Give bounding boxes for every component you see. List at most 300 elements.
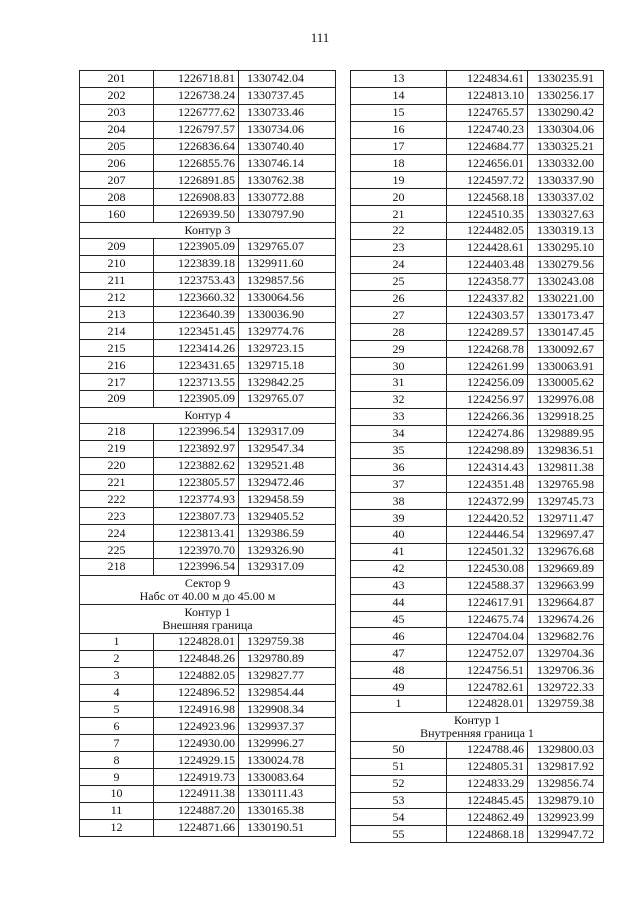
x-coordinate: 1224420.52 [447, 510, 528, 527]
point-number: 16 [351, 121, 447, 138]
x-coordinate: 1224887.20 [154, 802, 239, 819]
section-header-row [80, 223, 336, 239]
section-header [80, 223, 336, 239]
table-row [351, 87, 604, 104]
y-coordinate: 1330083.64 [239, 769, 336, 786]
y-coordinate: 1329759.38 [239, 633, 336, 650]
point-number: 43 [351, 577, 447, 594]
y-coordinate: 1329317.09 [239, 559, 336, 576]
y-coordinate: 1329857.56 [239, 272, 336, 289]
y-coordinate: 1329911.60 [239, 255, 336, 272]
table-row [351, 391, 604, 408]
table-row [80, 206, 336, 223]
y-coordinate: 1329817.92 [528, 758, 604, 775]
x-coordinate: 1224929.15 [154, 752, 239, 769]
point-number: 14 [351, 87, 447, 104]
x-coordinate: 1224358.77 [447, 273, 528, 290]
section-header-line: Контур 3 [184, 223, 231, 238]
x-coordinate: 1223805.57 [154, 474, 239, 491]
point-number: 12 [80, 819, 154, 836]
table-row [80, 684, 336, 701]
y-coordinate: 1330221.00 [528, 290, 604, 307]
section-header-row [351, 712, 604, 741]
table-row [80, 87, 336, 104]
table-row [80, 289, 336, 306]
table-row [80, 391, 336, 408]
x-coordinate: 1223451.45 [154, 323, 239, 340]
table-row [351, 425, 604, 442]
point-number: 55 [351, 826, 447, 843]
point-number: 52 [351, 775, 447, 792]
point-number: 4 [80, 684, 154, 701]
point-number: 22 [351, 223, 447, 240]
x-coordinate: 1224530.08 [447, 560, 528, 577]
point-number: 30 [351, 358, 447, 375]
y-coordinate: 1330092.67 [528, 341, 604, 358]
y-coordinate: 1329774.76 [239, 323, 336, 340]
y-coordinate: 1329711.47 [528, 510, 604, 527]
table-row [80, 189, 336, 206]
section-header [80, 604, 336, 633]
x-coordinate: 1224256.09 [447, 375, 528, 392]
table-row [80, 491, 336, 508]
point-number: 18 [351, 155, 447, 172]
point-number: 50 [351, 741, 447, 758]
section-header-line: Внутренняя граница 1 [420, 725, 534, 740]
y-coordinate: 1330290.42 [528, 104, 604, 121]
point-number: 31 [351, 375, 447, 392]
table-row [351, 758, 604, 775]
section-header-line: Внешняя граница [162, 617, 253, 632]
y-coordinate: 1330742.04 [239, 71, 336, 88]
point-number: 215 [80, 340, 154, 357]
x-coordinate: 1224765.57 [447, 104, 528, 121]
page-number: 111 [310, 30, 330, 45]
x-coordinate: 1223970.70 [154, 542, 239, 559]
table-row [80, 701, 336, 718]
table-row [351, 510, 604, 527]
point-number: 40 [351, 527, 447, 544]
table-row [80, 172, 336, 189]
point-number: 208 [80, 189, 154, 206]
x-coordinate: 1224261.99 [447, 358, 528, 375]
point-number: 17 [351, 138, 447, 155]
point-number: 212 [80, 289, 154, 306]
x-coordinate: 1224256.97 [447, 391, 528, 408]
table-row [351, 290, 604, 307]
y-coordinate: 1329889.95 [528, 425, 604, 442]
point-number: 19 [351, 172, 447, 189]
point-number: 36 [351, 459, 447, 476]
table-row [80, 735, 336, 752]
table-row [351, 442, 604, 459]
coordinates-table-right [350, 70, 604, 843]
point-number: 213 [80, 306, 154, 323]
x-coordinate: 1224882.05 [154, 667, 239, 684]
table-row [80, 508, 336, 525]
table-row [351, 679, 604, 696]
point-number: 41 [351, 543, 447, 560]
y-coordinate: 1330740.40 [239, 138, 336, 155]
y-coordinate: 1329996.27 [239, 735, 336, 752]
y-coordinate: 1329715.18 [239, 357, 336, 374]
y-coordinate: 1329697.47 [528, 527, 604, 544]
x-coordinate: 1226738.24 [154, 87, 239, 104]
point-number: 53 [351, 792, 447, 809]
table-row [80, 525, 336, 542]
x-coordinate: 1224896.52 [154, 684, 239, 701]
point-number: 42 [351, 560, 447, 577]
point-number: 47 [351, 645, 447, 662]
point-number: 46 [351, 628, 447, 645]
y-coordinate: 1330325.21 [528, 138, 604, 155]
table-row [351, 628, 604, 645]
point-number: 8 [80, 752, 154, 769]
x-coordinate: 1223813.41 [154, 525, 239, 542]
table-row [80, 340, 336, 357]
x-coordinate: 1224740.23 [447, 121, 528, 138]
y-coordinate: 1329704.36 [528, 645, 604, 662]
table-row [80, 718, 336, 735]
x-coordinate: 1224303.57 [447, 307, 528, 324]
y-coordinate: 1329405.52 [239, 508, 336, 525]
y-coordinate: 1330173.47 [528, 307, 604, 324]
point-number: 9 [80, 769, 154, 786]
point-number: 216 [80, 357, 154, 374]
point-number: 210 [80, 255, 154, 272]
table-row [80, 785, 336, 802]
table-row [351, 695, 604, 712]
table-row [351, 459, 604, 476]
table-row [351, 104, 604, 121]
point-number: 225 [80, 542, 154, 559]
point-number: 221 [80, 474, 154, 491]
table-row [351, 645, 604, 662]
point-number: 26 [351, 290, 447, 307]
x-coordinate: 1224782.61 [447, 679, 528, 696]
y-coordinate: 1330304.06 [528, 121, 604, 138]
x-coordinate: 1226908.83 [154, 189, 239, 206]
y-coordinate: 1330256.17 [528, 87, 604, 104]
table-row [80, 559, 336, 576]
y-coordinate: 1329472.46 [239, 474, 336, 491]
y-coordinate: 1329827.77 [239, 667, 336, 684]
table-row [80, 474, 336, 491]
x-coordinate: 1224298.89 [447, 442, 528, 459]
y-coordinate: 1330762.38 [239, 172, 336, 189]
y-coordinate: 1330737.45 [239, 87, 336, 104]
x-coordinate: 1224266.36 [447, 408, 528, 425]
x-coordinate: 1226777.62 [154, 104, 239, 121]
point-number: 1 [80, 633, 154, 650]
x-coordinate: 1224428.61 [447, 239, 528, 256]
point-number: 202 [80, 87, 154, 104]
x-coordinate: 1224446.54 [447, 527, 528, 544]
point-number: 20 [351, 189, 447, 206]
x-coordinate: 1224684.77 [447, 138, 528, 155]
table-row [80, 255, 336, 272]
x-coordinate: 1224916.98 [154, 701, 239, 718]
y-coordinate: 1329317.09 [239, 423, 336, 440]
point-number: 29 [351, 341, 447, 358]
point-number: 10 [80, 785, 154, 802]
x-coordinate: 1224656.01 [447, 155, 528, 172]
x-coordinate: 1226718.81 [154, 71, 239, 88]
point-number: 209 [80, 239, 154, 256]
x-coordinate: 1224868.18 [447, 826, 528, 843]
table-row [80, 667, 336, 684]
point-number: 37 [351, 476, 447, 493]
table-row [351, 560, 604, 577]
x-coordinate: 1224482.05 [447, 223, 528, 240]
y-coordinate: 1329923.99 [528, 809, 604, 826]
x-coordinate: 1224314.43 [447, 459, 528, 476]
x-coordinate: 1224788.46 [447, 741, 528, 758]
point-number: 223 [80, 508, 154, 525]
section-header-row [80, 575, 336, 604]
table-row [80, 819, 336, 836]
point-number: 35 [351, 442, 447, 459]
point-number: 218 [80, 423, 154, 440]
table-row [351, 826, 604, 843]
x-coordinate: 1226855.76 [154, 155, 239, 172]
x-coordinate: 1224833.29 [447, 775, 528, 792]
point-number: 44 [351, 594, 447, 611]
table-row [351, 324, 604, 341]
point-number: 206 [80, 155, 154, 172]
table-row [351, 155, 604, 172]
point-number: 2 [80, 650, 154, 667]
point-number: 39 [351, 510, 447, 527]
table-row [351, 476, 604, 493]
table-row [80, 272, 336, 289]
x-coordinate: 1223414.26 [154, 340, 239, 357]
table-row [351, 527, 604, 544]
section-header-row [80, 604, 336, 633]
x-coordinate: 1226891.85 [154, 172, 239, 189]
point-number: 220 [80, 457, 154, 474]
x-coordinate: 1223892.97 [154, 440, 239, 457]
point-number: 211 [80, 272, 154, 289]
y-coordinate: 1329669.89 [528, 560, 604, 577]
y-coordinate: 1330734.06 [239, 121, 336, 138]
x-coordinate: 1224756.51 [447, 662, 528, 679]
y-coordinate: 1329682.76 [528, 628, 604, 645]
table-row [80, 239, 336, 256]
y-coordinate: 1329976.08 [528, 391, 604, 408]
x-coordinate: 1224351.48 [447, 476, 528, 493]
table-row [351, 273, 604, 290]
x-coordinate: 1224617.91 [447, 594, 528, 611]
y-coordinate: 1329386.59 [239, 525, 336, 542]
x-coordinate: 1224805.31 [447, 758, 528, 775]
point-number: 45 [351, 611, 447, 628]
table-row [80, 155, 336, 172]
x-coordinate: 1224828.01 [154, 633, 239, 650]
section-header [80, 407, 336, 423]
point-number: 21 [351, 206, 447, 223]
y-coordinate: 1329836.51 [528, 442, 604, 459]
table-row [351, 408, 604, 425]
table-row [80, 374, 336, 391]
y-coordinate: 1330024.78 [239, 752, 336, 769]
x-coordinate: 1224923.96 [154, 718, 239, 735]
y-coordinate: 1329547.34 [239, 440, 336, 457]
table-row [80, 752, 336, 769]
table-row [351, 358, 604, 375]
x-coordinate: 1223640.39 [154, 306, 239, 323]
table-row [351, 775, 604, 792]
y-coordinate: 1329854.44 [239, 684, 336, 701]
x-coordinate: 1223774.93 [154, 491, 239, 508]
y-coordinate: 1330111.43 [239, 785, 336, 802]
table-row [80, 423, 336, 440]
table-row [351, 493, 604, 510]
table-row [351, 662, 604, 679]
y-coordinate: 1330243.08 [528, 273, 604, 290]
y-coordinate: 1330797.90 [239, 206, 336, 223]
y-coordinate: 1329918.25 [528, 408, 604, 425]
table-row [80, 440, 336, 457]
table-row [351, 206, 604, 223]
point-number: 13 [351, 71, 447, 88]
x-coordinate: 1223839.18 [154, 255, 239, 272]
point-number: 207 [80, 172, 154, 189]
y-coordinate: 1329937.37 [239, 718, 336, 735]
x-coordinate: 1224845.45 [447, 792, 528, 809]
table-row [80, 769, 336, 786]
table-row [80, 633, 336, 650]
y-coordinate: 1330036.90 [239, 306, 336, 323]
x-coordinate: 1223713.55 [154, 374, 239, 391]
x-coordinate: 1223905.09 [154, 239, 239, 256]
table-row [351, 577, 604, 594]
x-coordinate: 1224930.00 [154, 735, 239, 752]
table-row [351, 543, 604, 560]
table-row [80, 138, 336, 155]
y-coordinate: 1329458.59 [239, 491, 336, 508]
y-coordinate: 1329908.34 [239, 701, 336, 718]
table-row [80, 357, 336, 374]
y-coordinate: 1330332.00 [528, 155, 604, 172]
y-coordinate: 1330337.02 [528, 189, 604, 206]
y-coordinate: 1329842.25 [239, 374, 336, 391]
y-coordinate: 1329765.98 [528, 476, 604, 493]
point-number: 33 [351, 408, 447, 425]
y-coordinate: 1330190.51 [239, 819, 336, 836]
y-coordinate: 1330147.45 [528, 324, 604, 341]
point-number: 34 [351, 425, 447, 442]
y-coordinate: 1330279.56 [528, 256, 604, 273]
y-coordinate: 1329664.87 [528, 594, 604, 611]
y-coordinate: 1329745.73 [528, 493, 604, 510]
x-coordinate: 1223905.09 [154, 391, 239, 408]
y-coordinate: 1329800.03 [528, 741, 604, 758]
x-coordinate: 1224289.57 [447, 324, 528, 341]
point-number: 222 [80, 491, 154, 508]
y-coordinate: 1330337.90 [528, 172, 604, 189]
x-coordinate: 1224588.37 [447, 577, 528, 594]
x-coordinate: 1224597.72 [447, 172, 528, 189]
table-row [351, 172, 604, 189]
section-header-line: Контур 1 [184, 605, 231, 620]
point-number: 32 [351, 391, 447, 408]
x-coordinate: 1224372.99 [447, 493, 528, 510]
x-coordinate: 1223431.65 [154, 357, 239, 374]
section-header-line: Контур 1 [454, 713, 500, 728]
x-coordinate: 1224871.66 [154, 819, 239, 836]
x-coordinate: 1224752.07 [447, 645, 528, 662]
x-coordinate: 1224848.26 [154, 650, 239, 667]
point-number: 25 [351, 273, 447, 290]
point-number: 160 [80, 206, 154, 223]
table-row [351, 223, 604, 240]
point-number: 48 [351, 662, 447, 679]
x-coordinate: 1224834.61 [447, 71, 528, 88]
point-number: 201 [80, 71, 154, 88]
y-coordinate: 1329947.72 [528, 826, 604, 843]
y-coordinate: 1330165.38 [239, 802, 336, 819]
y-coordinate: 1329765.07 [239, 239, 336, 256]
section-header [80, 575, 336, 604]
y-coordinate: 1330005.62 [528, 375, 604, 392]
y-coordinate: 1329676.68 [528, 543, 604, 560]
x-coordinate: 1224911.38 [154, 785, 239, 802]
x-coordinate: 1223753.43 [154, 272, 239, 289]
table-row [80, 650, 336, 667]
y-coordinate: 1329521.48 [239, 457, 336, 474]
x-coordinate: 1226797.57 [154, 121, 239, 138]
table-row [351, 189, 604, 206]
table-row [80, 104, 336, 121]
table-row [351, 138, 604, 155]
x-coordinate: 1223660.32 [154, 289, 239, 306]
point-number: 214 [80, 323, 154, 340]
x-coordinate: 1226836.64 [154, 138, 239, 155]
point-number: 6 [80, 718, 154, 735]
point-number: 224 [80, 525, 154, 542]
point-number: 49 [351, 679, 447, 696]
section-header-line: Сектор 9 [184, 576, 231, 591]
table-row [351, 611, 604, 628]
point-number: 217 [80, 374, 154, 391]
y-coordinate: 1329856.74 [528, 775, 604, 792]
point-number: 11 [80, 802, 154, 819]
point-number: 3 [80, 667, 154, 684]
y-coordinate: 1330319.13 [528, 223, 604, 240]
point-number: 219 [80, 440, 154, 457]
x-coordinate: 1224919.73 [154, 769, 239, 786]
y-coordinate: 1329674.26 [528, 611, 604, 628]
y-coordinate: 1330064.56 [239, 289, 336, 306]
x-coordinate: 1224813.10 [447, 87, 528, 104]
table-row [80, 121, 336, 138]
table-row [351, 594, 604, 611]
point-number: 23 [351, 239, 447, 256]
x-coordinate: 1224675.74 [447, 611, 528, 628]
y-coordinate: 1329723.15 [239, 340, 336, 357]
y-coordinate: 1329326.90 [239, 542, 336, 559]
point-number: 209 [80, 391, 154, 408]
table-row [351, 809, 604, 826]
x-coordinate: 1223996.54 [154, 559, 239, 576]
point-number: 7 [80, 735, 154, 752]
table-row [351, 375, 604, 392]
y-coordinate: 1330746.14 [239, 155, 336, 172]
table-row [80, 306, 336, 323]
section-header-line: Контур 4 [184, 408, 231, 423]
x-coordinate: 1224828.01 [447, 695, 528, 712]
